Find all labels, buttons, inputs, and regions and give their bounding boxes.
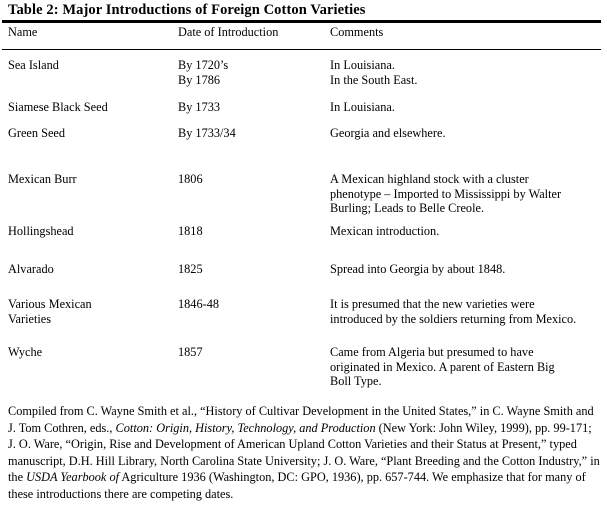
cell-date: By 1733/34: [178, 126, 236, 140]
table-top-rule: [2, 20, 601, 23]
cell-date: By 1720’s By 1786: [178, 58, 229, 87]
cell-comment: In Louisiana. In the South East.: [330, 58, 418, 87]
cell-date: 1857: [178, 345, 203, 359]
cell-comment: Mexican introduction.: [330, 224, 440, 238]
column-header-date-of-introduction: Date of Introduction: [178, 25, 279, 39]
cell-name: Hollingshead: [8, 224, 74, 238]
cell-date: 1825: [178, 262, 203, 276]
cell-name: Alvarado: [8, 262, 54, 276]
cell-comment: It is presumed that the new varieties were introduced by the soldiers returning from Mexico.: [330, 297, 577, 326]
source-note-title: Cotton: Origin, History, Technology, and Production: [115, 420, 376, 435]
cell-name: Various Mexican Varieties: [8, 297, 92, 326]
source-note-text: Agriculture 1936 (Washington, DC: GPO, 1936), pp. 657-744. We emphasize that for many of these introductions there are competing dates.: [8, 470, 586, 501]
cell-date: By 1733: [178, 100, 221, 114]
cell-name: Green Seed: [8, 126, 66, 140]
cell-comment: A Mexican highland stock with a cluster phenotype – Imported to Mississippi by Walter Burling; Leads to Belle Creole.: [330, 172, 562, 216]
table-header-row: [0, 25, 607, 45]
table-header-rule: [2, 49, 601, 50]
cell-date: 1846-48: [178, 297, 219, 311]
cell-name: Sea Island: [8, 58, 59, 72]
cell-name: Mexican Burr: [8, 172, 77, 186]
cell-name: Siamese Black Seed: [8, 100, 108, 114]
table-source-note: [8, 403, 602, 503]
table-title: Table 2: Major Introductions of Foreign Cotton Varieties: [8, 2, 366, 18]
cell-date: 1806: [178, 172, 203, 186]
cell-comment: Georgia and elsewhere.: [330, 126, 446, 140]
column-header-name: Name: [8, 25, 38, 39]
cell-comment: In Louisiana.: [330, 100, 395, 114]
cell-comment: Came from Algeria but presumed to have originated in Mexico. A parent of Eastern Big Boll Type.: [330, 345, 555, 389]
source-note-text: (New York: John Wiley, 1999), pp. 99-171; J. O. Ware, “Origin, Rise and Development of American Upland Cotton Varieties and their Status at Present,” typed manuscript, D.H. Hill Library, North Carolina State University; J. O. Ware, “Plant Breeding and the Cotton Industry,” in the: [8, 420, 600, 485]
source-note-text: Compiled from C. Wayne Smith et al., “History of Cultivar Development in the United States,” in C. Wayne Smith and J. Tom Cothren, eds.,: [8, 404, 594, 435]
cell-comment: Spread into Georgia by about 1848.: [330, 262, 506, 276]
column-header-comments: Comments: [330, 25, 384, 39]
source-note-title: USDA Yearbook of: [26, 470, 120, 485]
cell-name: Wyche: [8, 345, 43, 359]
cell-date: 1818: [178, 224, 203, 238]
